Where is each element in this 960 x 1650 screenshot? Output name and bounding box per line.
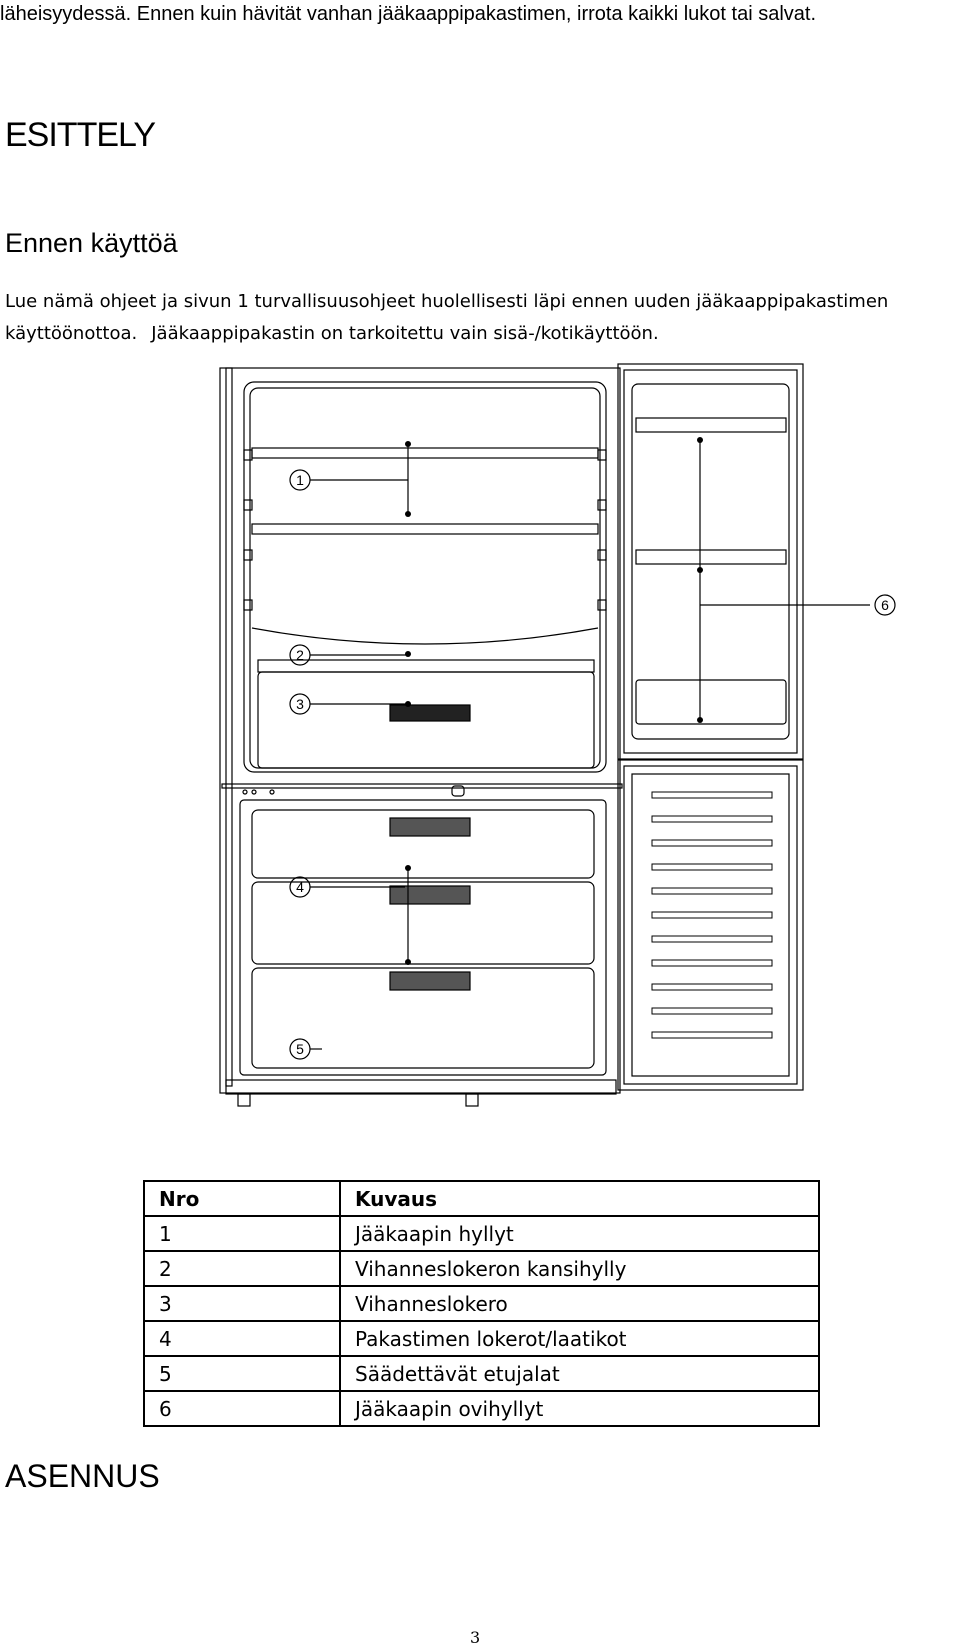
callout-6-label: 6 [881, 597, 889, 613]
table-row [144, 1356, 819, 1391]
callout-4 [290, 877, 310, 897]
intro-text: läheisyydessä. Ennen kuin hävität vanhan jääkaappipakastimen, irrota kaikki lukot tai salvat. [0, 3, 817, 25]
crisper-divider [252, 628, 598, 644]
freezer-handle-3 [390, 972, 470, 990]
callout-4-label: 4 [296, 879, 304, 895]
row-number: 1 [144, 1216, 340, 1251]
callout-3 [290, 694, 310, 714]
door-shelf-3 [636, 680, 786, 724]
door-shelf-1 [636, 418, 786, 432]
fridge-diagram [140, 360, 889, 1120]
section-title: ESITTELY [5, 116, 156, 154]
callout-leaders [310, 440, 870, 1049]
callout-5 [290, 1039, 310, 1059]
row-description: Pakastimen lokerot/laatikot [340, 1321, 819, 1356]
table-row [144, 1286, 819, 1321]
paragraph-line-2b: Jääkaappipakastin on tarkoitettu vain sisä-/kotikäyttöön. [151, 323, 659, 344]
callout-3-label: 3 [296, 696, 304, 712]
paragraph-line-2a: käyttöönottoa. [5, 323, 138, 344]
crisper-handle [390, 705, 470, 721]
row-number: 4 [144, 1321, 340, 1356]
callout-5-label: 5 [296, 1041, 304, 1057]
next-section-title: ASENNUS [5, 1458, 160, 1494]
intro-paragraph [5, 286, 955, 350]
row-number: 6 [144, 1391, 340, 1426]
fridge-door [618, 364, 803, 759]
door-shelf-2 [636, 550, 786, 564]
header-nro: Nro [144, 1181, 340, 1216]
table-row [144, 1216, 819, 1251]
paragraph-line-1: Lue nämä ohjeet ja sivun 1 turvallisuusohjeet huolellisesti läpi ennen uuden jääkaappipakastimen [5, 291, 889, 312]
callout-1 [290, 470, 310, 490]
fridge-shelf-middle [252, 524, 598, 534]
table-row [144, 1391, 819, 1426]
freezer-door [618, 760, 803, 1090]
row-description: Jääkaapin ovihyllyt [340, 1391, 819, 1426]
freezer-handle-2 [390, 886, 470, 904]
row-description: Vihanneslokeron kansihylly [340, 1251, 819, 1286]
callout-2-label: 2 [296, 647, 304, 663]
callout-1-label: 1 [296, 472, 304, 488]
freezer-compartment [240, 800, 606, 1075]
row-number: 5 [144, 1356, 340, 1391]
row-description: Jääkaapin hyllyt [340, 1216, 819, 1251]
freezer-door-ribs [652, 792, 772, 1038]
row-number: 2 [144, 1251, 340, 1286]
fridge-shelf-top [252, 448, 598, 458]
crisper-cover-shelf [258, 660, 594, 672]
callout-2 [290, 645, 310, 665]
parts-table [143, 1180, 820, 1427]
header-kuvaus: Kuvaus [340, 1181, 819, 1216]
callout-6 [875, 595, 895, 615]
row-description: Säädettävät etujalat [340, 1356, 819, 1391]
page-number: 3 [470, 1628, 481, 1647]
subsection-title: Ennen käyttöä [5, 228, 178, 258]
freezer-handle-1 [390, 818, 470, 836]
cabinet-outline [220, 368, 622, 1106]
row-description: Vihanneslokero [340, 1286, 819, 1321]
table-row [144, 1321, 819, 1356]
table-header-row [144, 1181, 819, 1216]
table-row [144, 1251, 819, 1286]
row-number: 3 [144, 1286, 340, 1321]
